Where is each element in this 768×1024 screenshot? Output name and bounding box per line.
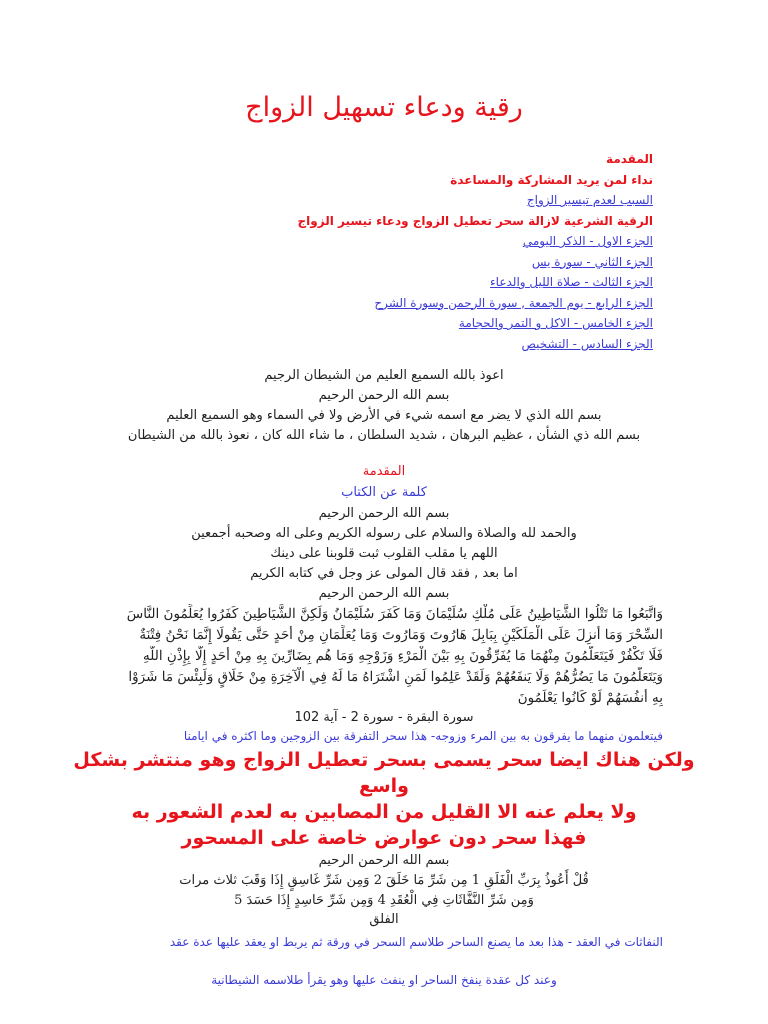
toc-link-part-6[interactable]: الجزء السادس - التشخيص	[521, 336, 653, 351]
page-title: رقية ودعاء تسهيل الزواج	[245, 92, 523, 123]
toc-link-reason[interactable]: السبب لعدم تيسير الزواج	[526, 193, 653, 207]
highlight-line: ولا يعلم عنه الا القليل من المصابين به لعدم الشعور به	[131, 801, 637, 823]
opening-line: اعوذ بالله السميع العليم من الشيطان الرجيم	[264, 368, 504, 383]
verse-reference: سورة البقرة - سورة 2 - آية 102	[294, 710, 474, 725]
verse-line: وَيَتَعَلَّمُونَ مَا يَضُرُّهُمْ وَلَا يَنفَعُهُمْ وَلَقَدْ عَلِمُوا لَمَنِ اشْتَرَاهُ مَا لَهُ فِي الْآخِرَةِ مِنْ خَلَاقٍ وَلَبِئْسَ مَا شَرَوْا	[128, 669, 663, 685]
table-of-contents	[93, 148, 653, 353]
intro-line: اللهم يا مقلب القلوب ثبت قلوبنا على دينك	[270, 546, 498, 561]
opening-line: بسم الله الرحمن الرحيم	[318, 388, 450, 403]
intro-heading: المقدمة	[362, 464, 406, 479]
highlight-line: ولكن هناك ايضا سحر يسمى بسحر تعطيل الزواج وهو منتشر بشكل	[73, 749, 695, 771]
verse-line: وَاتَّبَعُوا مَا تَتْلُوا الشَّيَاطِينُ عَلَى مُلْكِ سُلَيْمَانَ وَمَا كَفَرَ سُلَيْمَانُ وَلَكِنَّ الشَّيَاطِينَ كَفَرُوا يُعَلِّمُونَ النَّاسَ	[126, 606, 663, 622]
quran-verse-block	[118, 604, 663, 709]
toc-link-part-1[interactable]: الجزء الاول - الذكر اليومي	[522, 234, 653, 248]
bottom-note: النفاثات في العقد - هذا بعد ما يصنع الساحر طلاسم السحر في ورقة ثم يربط او يعقد عليها عدة عقد	[169, 935, 663, 949]
falaq-line: وَمِن شَرِّ النَّفَّاثَاتِ فِي الْعُقَدِ 4 وَمِن شَرِّ حَاسِدٍ إِذَا حَسَدَ 5	[234, 893, 534, 908]
toc-ruqyah-heading: الرقية الشرعية لازالة سحر تعطيل الزواج ودعاء تيسير الزواج	[297, 213, 653, 228]
falaq-basmala: بسم الله الرحمن الرحيم	[318, 853, 450, 868]
toc-link-part-2[interactable]: الجزء الثاني - سورة يس	[531, 254, 653, 269]
opening-line: بسم الله الذي لا يضر مع اسمه شيء في الأرض ولا في السماء وهو السميع العليم	[166, 408, 602, 423]
intro-line: بسم الله الرحمن الرحيم	[318, 506, 450, 521]
intro-line: بسم الله الرحمن الرحيم	[318, 586, 450, 601]
toc-link-part-3[interactable]: الجزء الثالث - صلاة الليل والدعاء	[490, 275, 653, 289]
toc-call-heading: نداء لمن يريد المشاركة والمساعدة	[450, 172, 653, 187]
toc-link-part-4[interactable]: الجزء الرابع - يوم الجمعة , سورة الرحمن وسورة الشرح	[374, 295, 653, 310]
toc-link-part-5[interactable]: الجزء الخامس - الاكل و التمر والحجامة	[458, 316, 653, 330]
falaq-line: قُلْ أَعُوذُ بِرَبِّ الْفَلَقِ 1 مِن شَرِّ مَا خَلَقَ 2 وَمِن شَرِّ غَاسِقٍ إِذَا وَقَبَ ثلاث مرات	[179, 873, 589, 888]
verse-line: السِّحْرَ وَمَا أُنزِلَ عَلَى الْمَلَكَيْنِ بِبَابِلَ هَارُوتَ وَمَارُوتَ وَمَا يُعَلِّمَانِ مِنْ أَحَدٍ حَتَّى يَقُولَا إِنَّمَا نَحْنُ فِتْنَةٌ	[139, 627, 663, 643]
falaq-surah-name: الفلق	[369, 912, 399, 927]
highlight-line: فهذا سحر دون عوارض خاصة على المسحور	[181, 827, 587, 849]
intro-line: اما بعد , فقد قال المولى عز وجل في كتابه الكريم	[250, 566, 518, 581]
bottom-note: وعند كل عقدة ينفخ الساحر او ينفث عليها وهو يقرأ طلاسمه الشيطانية	[211, 973, 557, 987]
blue-note: فيتعلمون منهما ما يفرقون به بين المرء وزوجه- هذا سحر التفرقة بين الزوجين وما اكثره في ايامنا	[183, 729, 663, 743]
verse-line: فَلَا تَكْفُرْ فَيَتَعَلَّمُونَ مِنْهُمَا مَا يُفَرِّقُونَ بِهِ بَيْنَ الْمَرْءِ وَزَوْجِهِ وَمَا هُم بِضَارِّينَ بِهِ مِنْ أَحَدٍ إِلَّا بِإِذْنِ اللَّهِ	[143, 648, 663, 664]
intro-line: والحمد لله والصلاة والسلام على رسوله الكريم وعلى اله وصحبه أجمعين	[191, 526, 577, 541]
opening-line: بسم الله ذي الشأن ، عظيم البرهان ، شديد السلطان ، ما شاء الله كان ، نعوذ بالله من الشيطان	[127, 428, 641, 443]
intro-subheading: كلمة عن الكتاب	[341, 485, 427, 500]
highlight-line: واسع	[359, 775, 409, 797]
verse-line: بِهِ أَنفُسَهُمْ لَوْ كَانُوا يَعْلَمُونَ	[517, 690, 663, 706]
toc-intro-heading: المقدمة	[606, 152, 653, 166]
